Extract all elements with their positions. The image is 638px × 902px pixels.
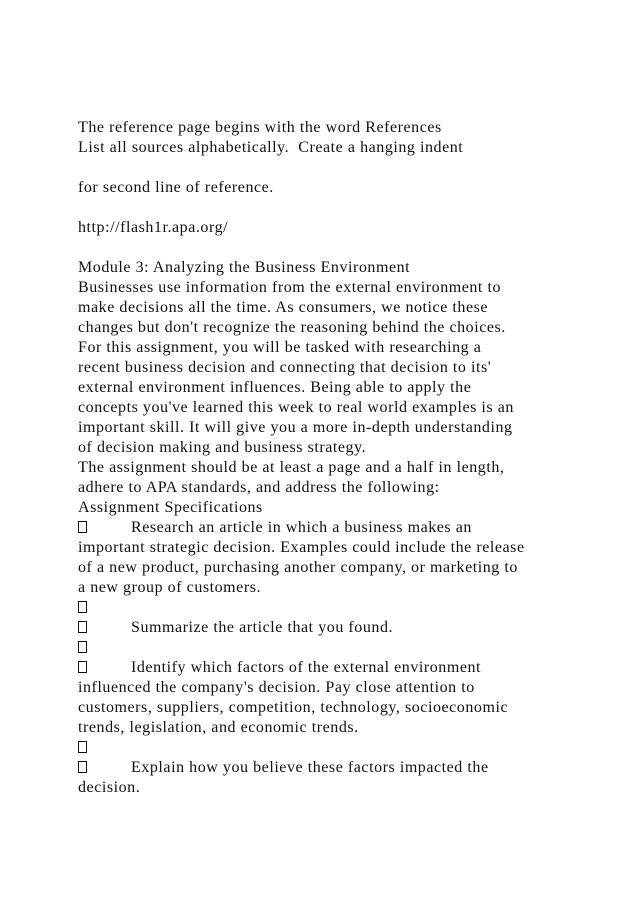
apa-link[interactable]: http://flash1r.apa.org/ [78, 219, 229, 236]
bullet-placeholder-icon [78, 521, 87, 533]
spec-item-1-line [78, 518, 472, 537]
spec-item-4-line [78, 758, 489, 777]
reference-instruction-line: The reference page begins with the word References [78, 119, 442, 136]
spec-item-3-line: influenced the company's decision. Pay close attention to [78, 679, 475, 696]
bullet-placeholder-icon [78, 621, 87, 633]
bullet-placeholder-icon [78, 601, 87, 613]
spec-item-2-line [78, 618, 393, 637]
spec-item-4-text: Explain how you believe these factors impacted the [131, 759, 489, 776]
reference-instruction-line: List all sources alphabetically. Create a hanging indent [78, 139, 464, 156]
spec-item-1-line: of a new product, purchasing another company, or marketing to [78, 559, 518, 576]
bullet-placeholder-icon [78, 661, 87, 673]
module-body-line: important skill. It will give you a more in-depth understanding [78, 419, 513, 436]
bullet-placeholder-icon [78, 761, 87, 773]
reference-instruction-line: for second line of reference. [78, 179, 274, 196]
spec-spacer-line [78, 598, 87, 617]
module-body-line: The assignment should be at least a page and a half in length, [78, 459, 505, 476]
module-body-line: changes but don't recognize the reasoning behind the choices. [78, 319, 506, 336]
bullet-placeholder-icon [78, 741, 87, 753]
module-body-line: make decisions all the time. As consumers, we notice these [78, 299, 489, 316]
spec-item-2-text: Summarize the article that you found. [131, 619, 394, 636]
module-body-line: For this assignment, you will be tasked with researching a [78, 339, 482, 356]
module-body-line: adhere to APA standards, and address the following: [78, 479, 440, 496]
spec-spacer-line [78, 738, 87, 757]
module-body-line: recent business decision and connecting that decision to its' [78, 359, 492, 376]
spec-item-3-line: trends, legislation, and economic trends. [78, 719, 359, 736]
bullet-placeholder-icon [78, 641, 87, 653]
module-body-line: concepts you've learned this week to real world examples is an [78, 399, 514, 416]
module-body-line: external environment influences. Being able to apply the [78, 379, 472, 396]
spec-item-1-text: Research an article in which a business makes an [131, 519, 472, 536]
spec-spacer-line [78, 638, 87, 657]
module-body-line: Businesses use information from the external environment to [78, 279, 502, 296]
spec-item-4-line: decision. [78, 779, 141, 796]
assignment-specifications-heading: Assignment Specifications [78, 499, 263, 516]
spec-item-1-line: important strategic decision. Examples could include the release [78, 539, 525, 556]
spec-item-3-text: Identify which factors of the external environment [131, 659, 482, 676]
spec-item-3-line [78, 658, 481, 677]
spec-item-3-line: customers, suppliers, competition, technology, socioeconomic [78, 699, 509, 716]
module-title: Module 3: Analyzing the Business Environment [78, 259, 411, 276]
module-body-line: of decision making and business strategy. [78, 439, 367, 456]
spec-item-1-line: a new group of customers. [78, 579, 262, 596]
